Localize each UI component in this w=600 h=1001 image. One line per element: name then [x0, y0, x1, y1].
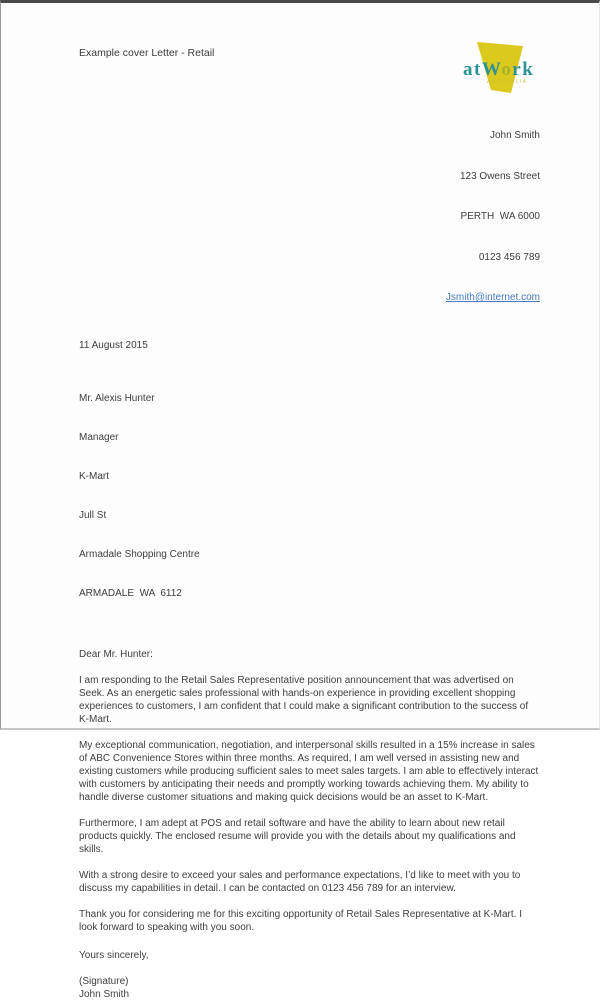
- signature-block: [79, 975, 540, 1001]
- recipient-centre: Armadale Shopping Centre: [79, 548, 200, 560]
- body-paragraph-1: I am responding to the Retail Sales Representative position announcement that was advertised on Seek. As an energetic sales professional with hands-on experience in providing excellent shopping experiences to customers, I am confident that I could make a significant contribution to the success of K-Mart.: [79, 674, 529, 725]
- recipient-city: ARMADALE WA 6112: [79, 587, 182, 599]
- atwork-logo: [463, 40, 547, 95]
- closing-line: Yours sincerely,: [79, 949, 149, 961]
- recipient-name: Mr. Alexis Hunter: [79, 392, 155, 404]
- sender-email-link[interactable]: Jsmith@internet.com: [445, 292, 540, 303]
- body-paragraph-2: My exceptional communication, negotiation, and interpersonal skills resulted in a 15% increase in sales of ABC Convenience Stores within three months. As required, I am well versed in assisting new and existing customers while producing sufficient sales to meet sales targets. I am able to effectively interact with customers by anticipating their needs and promptly working towards achieving them. My ability to handle diverse customer situations and making quick decisions would be an asset to K-Mart.: [79, 739, 539, 803]
- recipient-company: K-Mart: [79, 470, 109, 482]
- sender-phone: 0123 456 789: [478, 251, 540, 263]
- sender-street: 123 Owens Street: [459, 170, 540, 182]
- letter-date: 11 August 2015: [79, 339, 148, 351]
- salutation: Dear Mr. Hunter:: [79, 648, 153, 660]
- logo-wordmark: atWork: [463, 59, 535, 80]
- signature-name: John Smith: [79, 988, 130, 1000]
- body-paragraph-4: With a strong desire to exceed your sales and performance expectations, I’d like to meet with you to discuss my capabilities in detail. I can be contacted on 0123 456 789 for an interview.: [79, 869, 521, 894]
- logo-country-label: AUSTRALIA: [487, 79, 528, 85]
- signature-placeholder: (Signature): [79, 975, 129, 987]
- recipient-street: Jull St: [79, 509, 107, 521]
- sender-name: John Smith: [489, 130, 540, 141]
- recipient-block: [79, 366, 540, 626]
- sender-city: PERTH WA 6000: [460, 211, 540, 222]
- sender-block: [79, 102, 540, 332]
- body-paragraph-3: Furthermore, I am adept at POS and retail software and have the ability to learn about new retail products quickly. The enclosed resume will provide you with the details about my qualifications and skills.: [79, 817, 516, 855]
- atwork-logo-icon: [463, 40, 547, 95]
- recipient-title: Manager: [79, 431, 119, 443]
- body-paragraph-5: Thank you for considering me for this exciting opportunity of Retail Sales Representative at K-Mart. I look forward to speaking with you soon.: [79, 908, 522, 933]
- document-title: Example cover Letter - Retail: [79, 47, 215, 59]
